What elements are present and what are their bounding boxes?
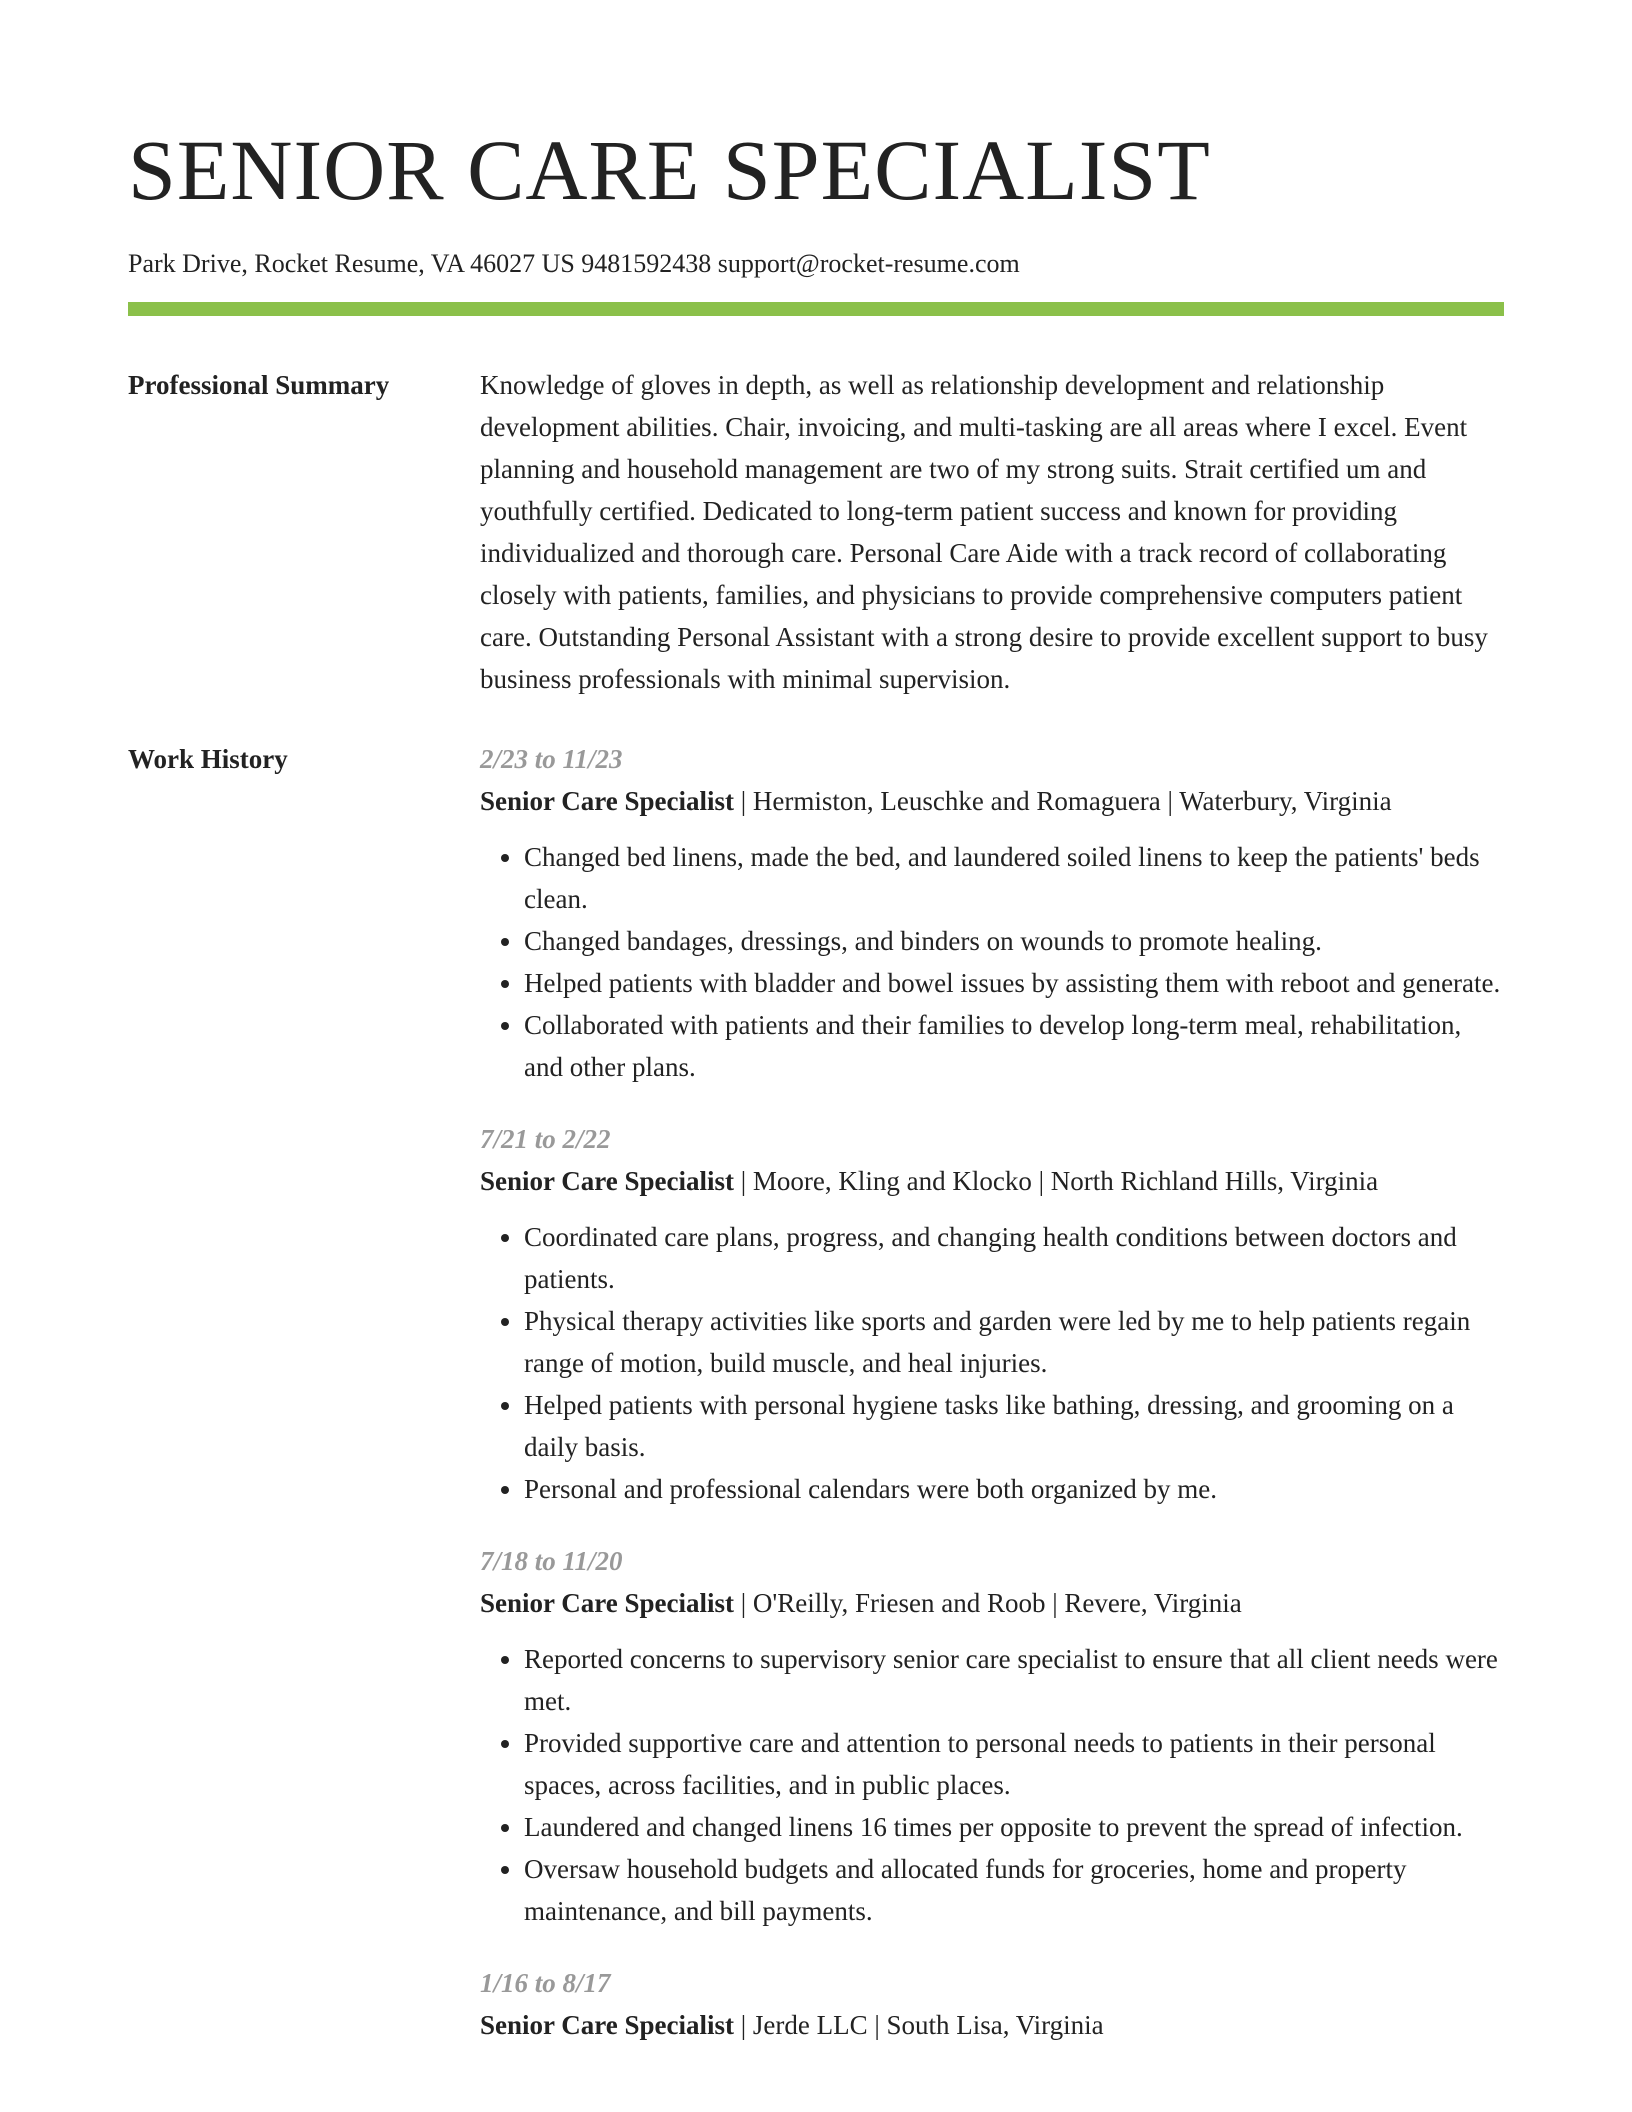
- job-title: Senior Care Specialist: [480, 1588, 734, 1618]
- job-employer-location: | Moore, Kling and Klocko | North Richland Hills, Virginia: [734, 1166, 1379, 1196]
- work-history-section: [128, 738, 1504, 2076]
- job-employer-location: | Jerde LLC | South Lisa, Virginia: [734, 2010, 1104, 2040]
- job-bullets: [480, 1216, 1504, 1510]
- contact-info: Park Drive, Rocket Resume, VA 46027 US 9481592438 support@rocket-resume.com: [128, 249, 1020, 278]
- job-dates: 2/23 to 11/23: [480, 744, 623, 774]
- job-bullet: • Changed bandages, dressings, and binders on wounds to promote healing.: [524, 920, 1504, 962]
- job-heading: [480, 780, 1504, 822]
- job-list-container: [480, 738, 1504, 2076]
- summary-text: Knowledge of gloves in depth, as well as relationship development and relationship development abilities. Chair, invoicing, and multi-tasking are all areas where I excel. Event planning and household management are two of my strong suits. Strait certified um and youthfully certified. Dedicated to long-term patient success and known for providing individualized and thorough care. Personal Care Aide with a track record of collaborating closely with patients, families, and physicians to provide comprehensive computers patient care. Outstanding Personal Assistant with a strong desire to provide excellent support to busy business professionals with minimal supervision.: [480, 370, 1488, 694]
- job-bullet: • Reported concerns to supervisory senior care specialist to ensure that all client needs were met.: [524, 1638, 1504, 1722]
- job-entry: [480, 738, 1504, 1088]
- job-employer-location: | Hermiston, Leuschke and Romaguera | Waterbury, Virginia: [734, 786, 1392, 816]
- header-divider: [128, 302, 1504, 316]
- job-dates: 7/21 to 2/22: [480, 1124, 611, 1154]
- job-entry: [480, 1540, 1504, 1932]
- job-dates: 1/16 to 8/17: [480, 1968, 611, 1998]
- job-heading: [480, 1160, 1504, 1202]
- job-entry: [480, 1962, 1504, 2046]
- summary-section: [128, 364, 1504, 700]
- work-history-label: Work History: [128, 744, 288, 774]
- resume-title: SENIOR CARE SPECIALIST: [128, 122, 1211, 218]
- job-bullet: • Physical therapy activities like sports and garden were led by me to help patients regain range of motion, build muscle, and heal injuries.: [524, 1300, 1504, 1384]
- job-heading: [480, 1582, 1504, 1624]
- job-bullet: • Coordinated care plans, progress, and changing health conditions between doctors and patients.: [524, 1216, 1504, 1300]
- summary-label: Professional Summary: [128, 370, 390, 400]
- job-bullet: • Provided supportive care and attention to personal needs to patients in their personal spaces, across facilities, and in public places.: [524, 1722, 1504, 1806]
- job-heading: [480, 2004, 1504, 2046]
- job-title: Senior Care Specialist: [480, 786, 734, 816]
- job-bullet: • Helped patients with personal hygiene tasks like bathing, dressing, and grooming on a daily basis.: [524, 1384, 1504, 1468]
- job-bullets: [480, 836, 1504, 1088]
- job-title: Senior Care Specialist: [480, 1166, 734, 1196]
- job-bullet: • Laundered and changed linens 16 times per opposite to prevent the spread of infection.: [524, 1806, 1504, 1848]
- job-bullets: [480, 1638, 1504, 1932]
- job-bullet: • Personal and professional calendars were both organized by me.: [524, 1468, 1504, 1510]
- job-employer-location: | O'Reilly, Friesen and Roob | Revere, Virginia: [734, 1588, 1242, 1618]
- job-bullet: • Changed bed linens, made the bed, and laundered soiled linens to keep the patients' beds clean.: [524, 836, 1504, 920]
- job-bullet: • Collaborated with patients and their families to develop long-term meal, rehabilitation, and other plans.: [524, 1004, 1504, 1088]
- job-title: Senior Care Specialist: [480, 2010, 734, 2040]
- job-bullet: • Oversaw household budgets and allocated funds for groceries, home and property maintenance, and bill payments.: [524, 1848, 1504, 1932]
- job-dates: 7/18 to 11/20: [480, 1546, 623, 1576]
- job-entry: [480, 1118, 1504, 1510]
- job-bullet: • Helped patients with bladder and bowel issues by assisting them with reboot and generate.: [524, 962, 1504, 1004]
